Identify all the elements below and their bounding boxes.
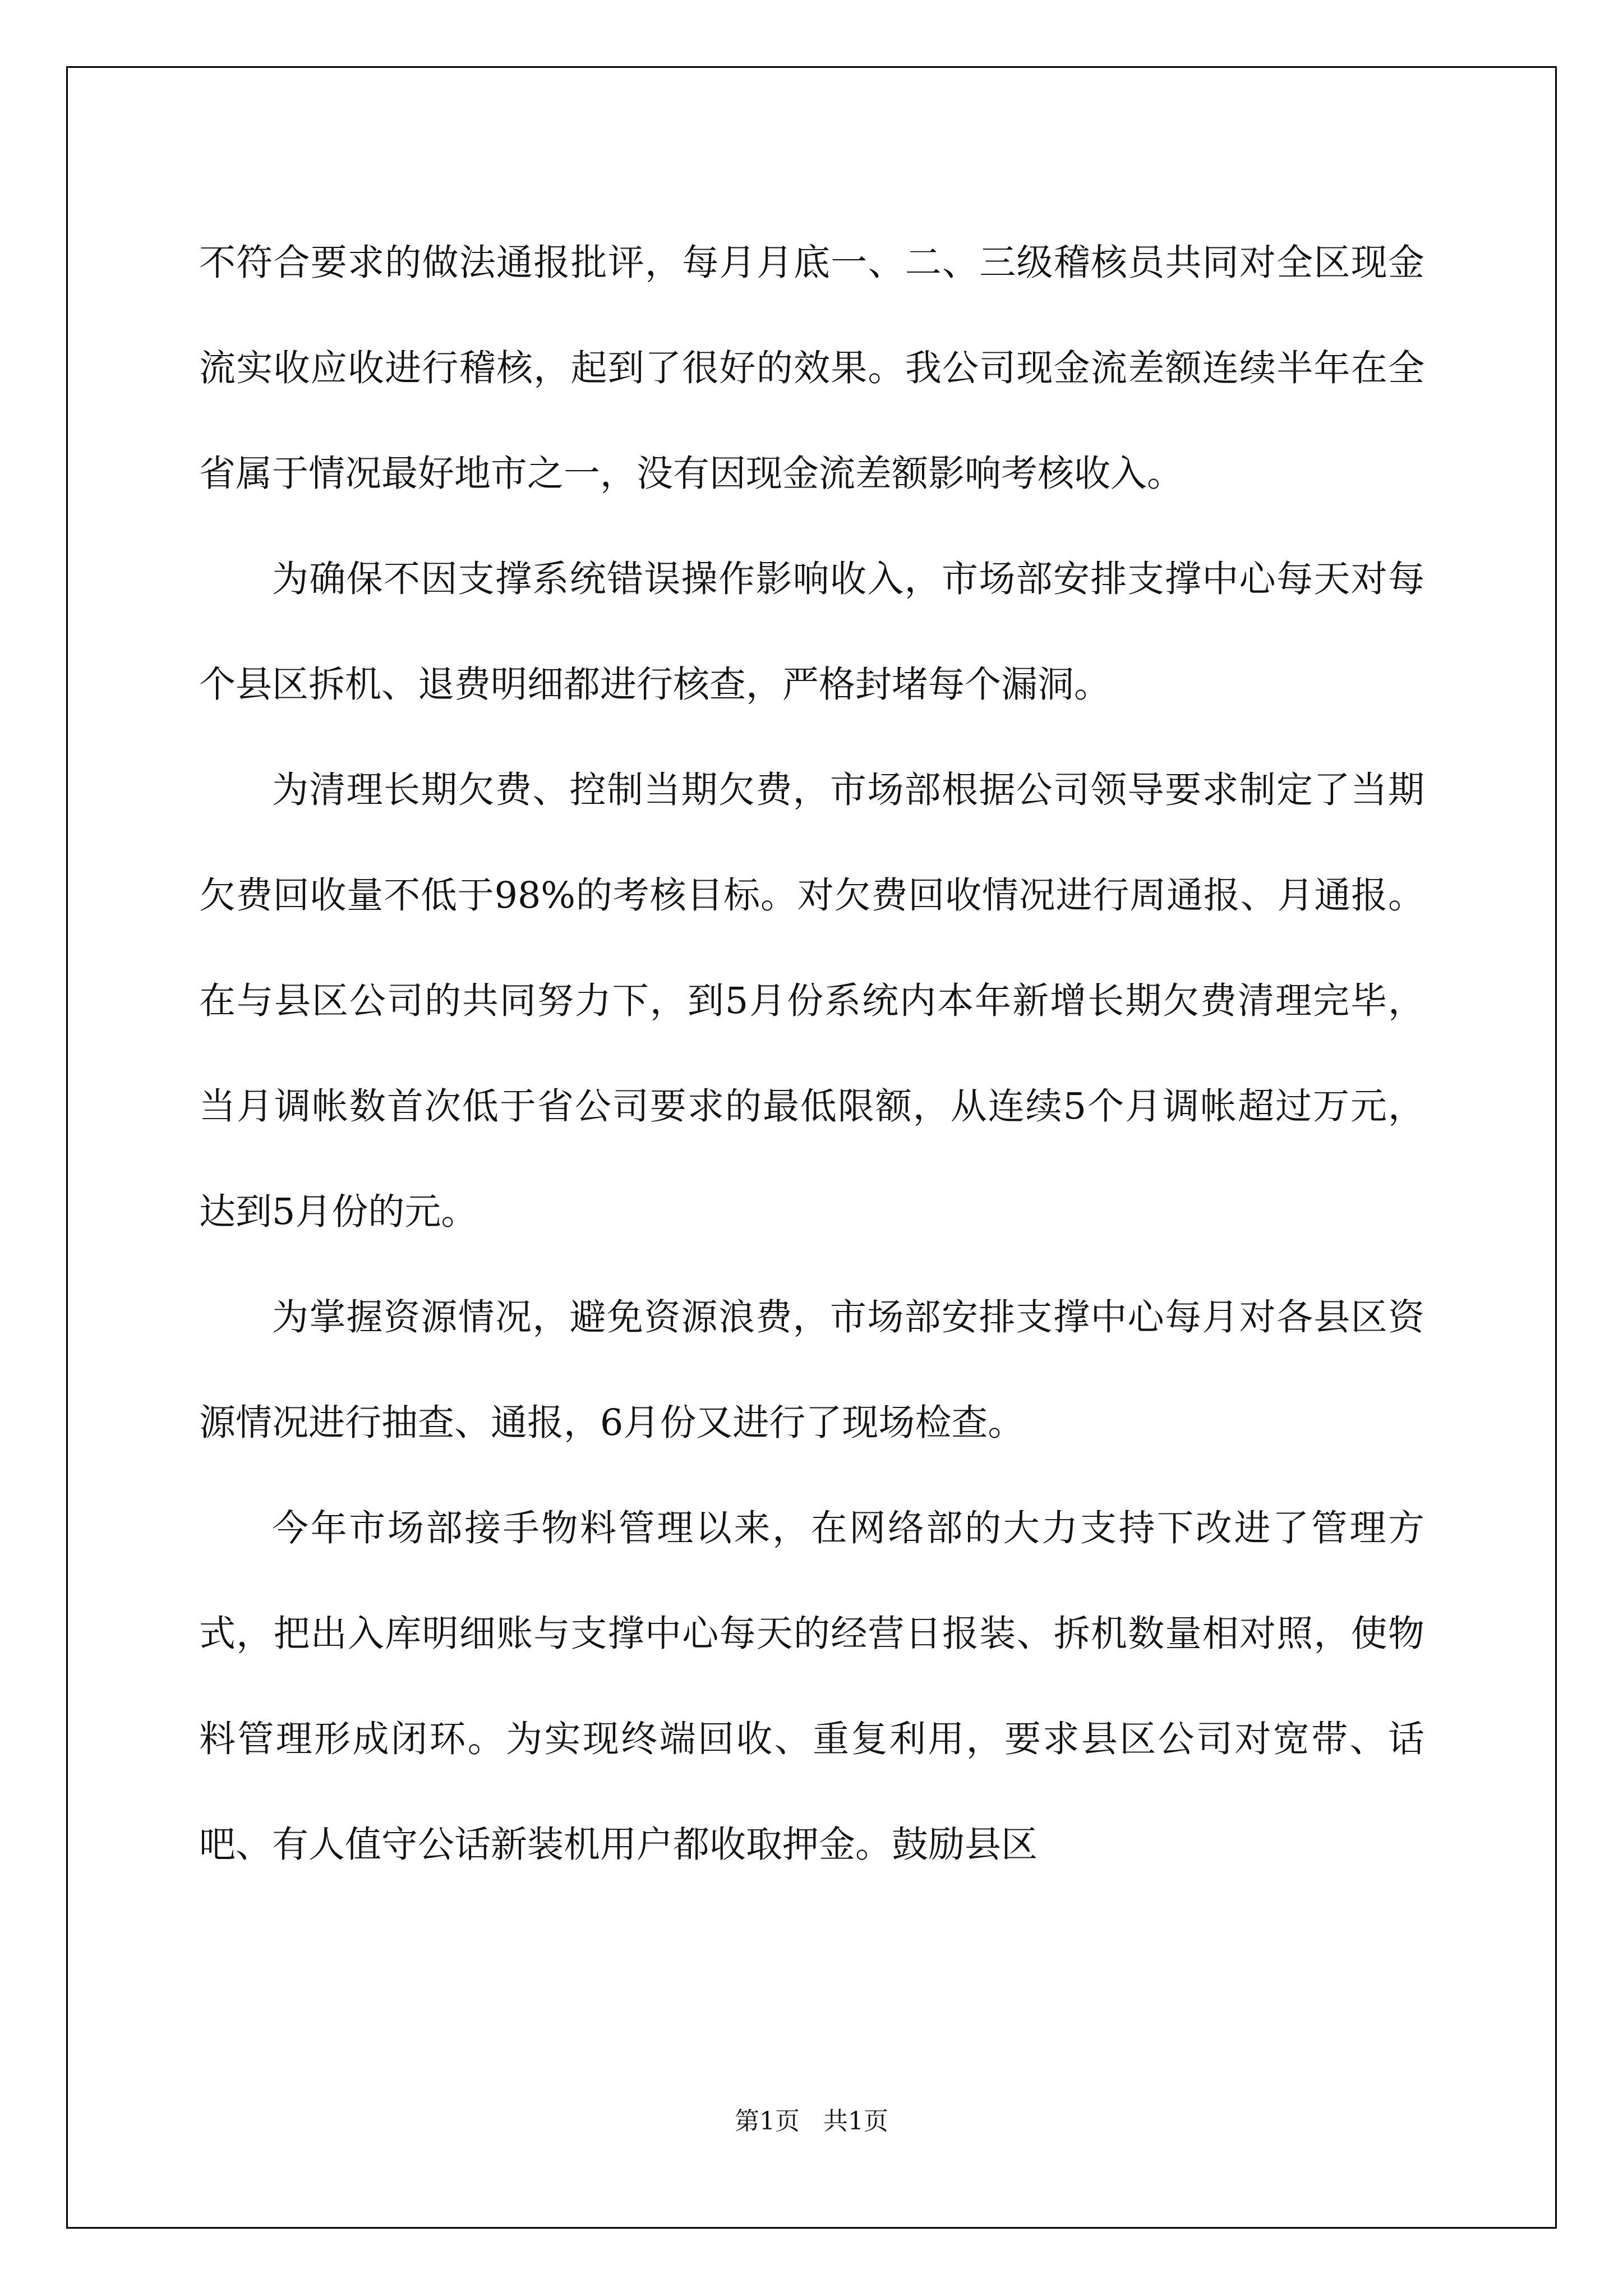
- paragraph-1: 不符合要求的做法通报批评，每月月底一、二、三级稽核员共同对全区现金流实收应收进行稽核，起到了很好的效果。我公司现金流差额连续半年在全省属于情况最好地市之一，没有因现金流差额影响考核收入。: [199, 242, 1424, 495]
- paragraph-5: 今年市场部接手物料管理以来，在网络部的大力支持下改进了管理方式，把出入库明细账与支撑中心每天的经营日报装、拆机数量相对照，使物料管理形成闭环。为实现终端回收、重复利用，要求县区公司对宽带、话吧、有人值守公话新装机用户都收取押金。鼓励县区: [199, 1507, 1424, 1866]
- paragraph-4: 为掌握资源情况，避免资源浪费，市场部安排支撑中心每月对各县区资源情况进行抽查、通报，6月份又进行了现场检查。: [199, 1296, 1424, 1444]
- paragraph-2: 为确保不因支撑系统错误操作影响收入，市场部安排支撑中心每天对每个县区拆机、退费明细都进行核查，严格封堵每个漏洞。: [199, 558, 1424, 706]
- paragraph-3: 为清理长期欠费、控制当期欠费，市场部根据公司领导要求制定了当期欠费回收量不低于98%的考核目标。对欠费回收情况进行周通报、月通报。在与县区公司的共同努力下，到5月份系统内本年新增长期欠费清理完毕，当月调帐数首次低于省公司要求的最低限额，从连续5个月调帐超过万元，达到5月份的元。: [199, 769, 1424, 1233]
- document-body: [199, 210, 1424, 1898]
- page-footer: 第1页 共1页: [735, 2107, 888, 2136]
